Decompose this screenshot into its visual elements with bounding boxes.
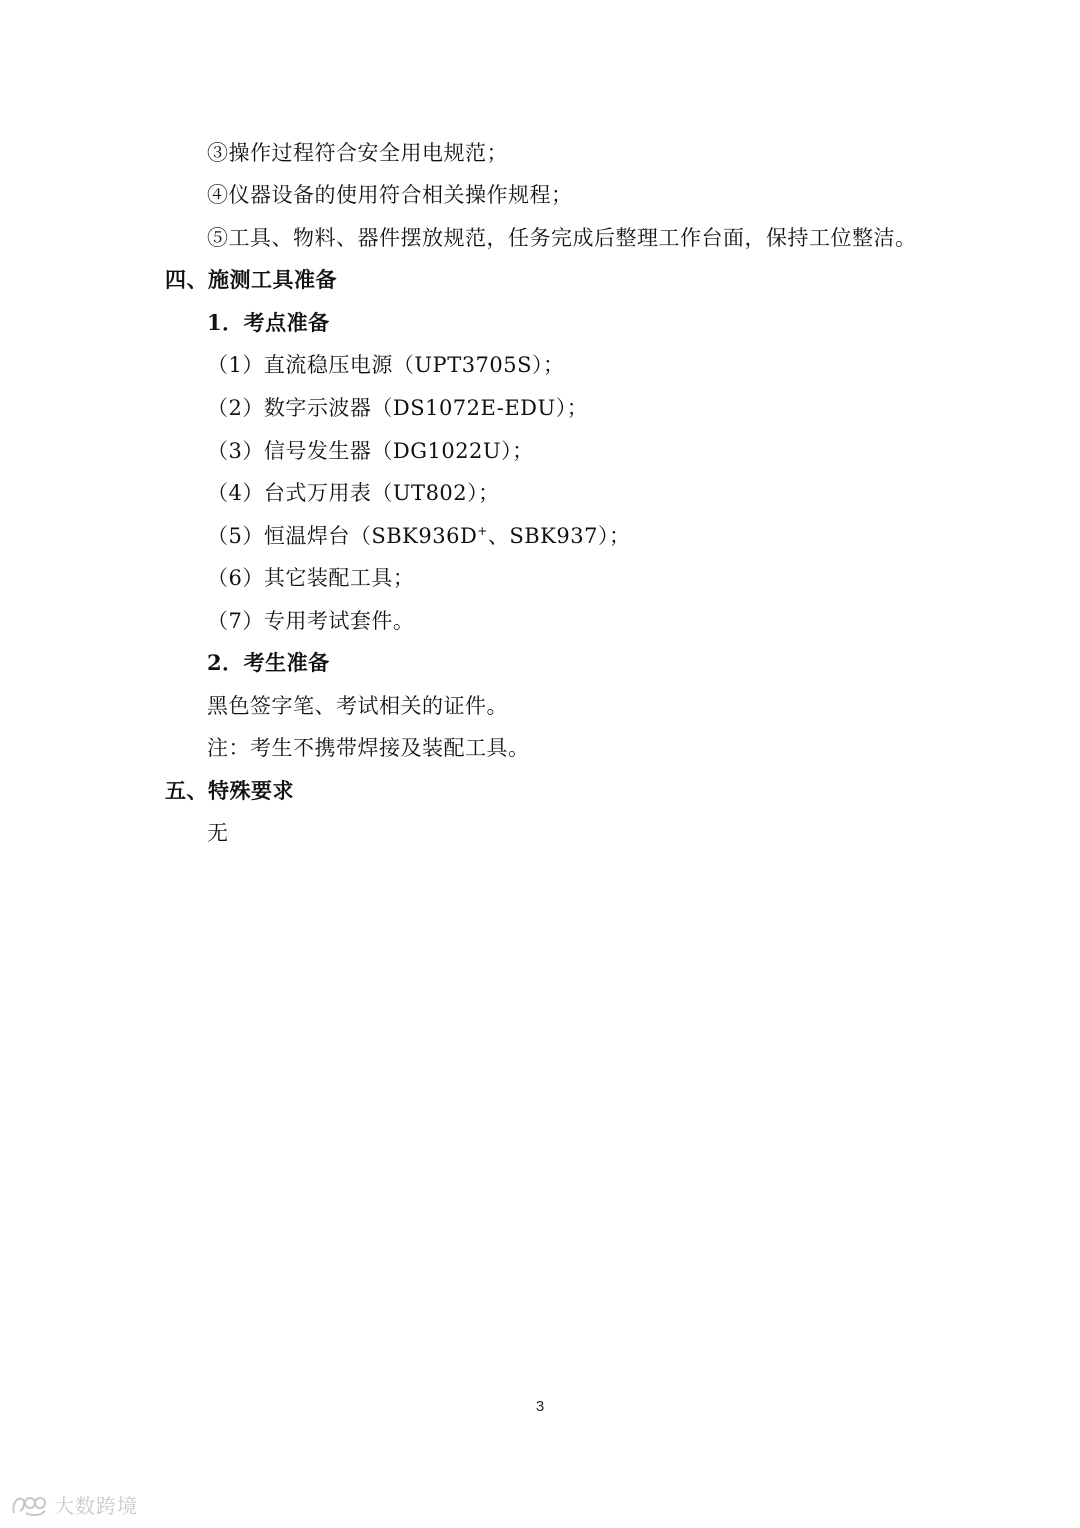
list-item: （2）数字示波器（DS1072E-EDU）； [207,396,589,420]
section-heading-tools: 四、施测工具准备 [165,267,337,292]
safety-rule-3: ③操作过程符合安全用电规范； [207,141,508,165]
list-item: （3）信号发生器（DG1022U）； [207,439,534,463]
list-item [207,522,630,550]
subheading-site-prep: 1．考点准备 [207,310,330,335]
safety-rule-5: ⑤工具、物料、器件摆放规范，任务完成后整理工作台面，保持工位整洁。 [207,226,917,250]
page-number: 3 [535,1398,545,1415]
watermark [10,1490,138,1519]
paragraph: 无 [207,821,229,845]
superscript-plus: + [477,524,488,538]
subheading-candidate-prep: 2．考生准备 [207,650,330,675]
watermark-text: 大数跨境 [54,1494,138,1518]
list-item: （7）专用考试套件。 [207,609,415,633]
paragraph: 黑色签字笔、考试相关的证件。 [207,694,508,718]
note-paragraph: 注：考生不携带焊接及装配工具。 [207,736,530,760]
safety-rule-4: ④仪器设备的使用符合相关操作规程； [207,183,573,207]
section-heading-special: 五、特殊要求 [165,778,294,803]
list-item-text: （5）恒温焊台（SBK936D [207,524,478,548]
list-item: （6）其它装配工具； [207,566,415,590]
list-item: （1）直流稳压电源（UPT3705S）； [207,353,565,377]
watermark-logo-icon [10,1493,48,1517]
list-item-text-end: 、SBK937）； [487,524,631,548]
list-item: （4）台式万用表（UT802）； [207,481,500,505]
